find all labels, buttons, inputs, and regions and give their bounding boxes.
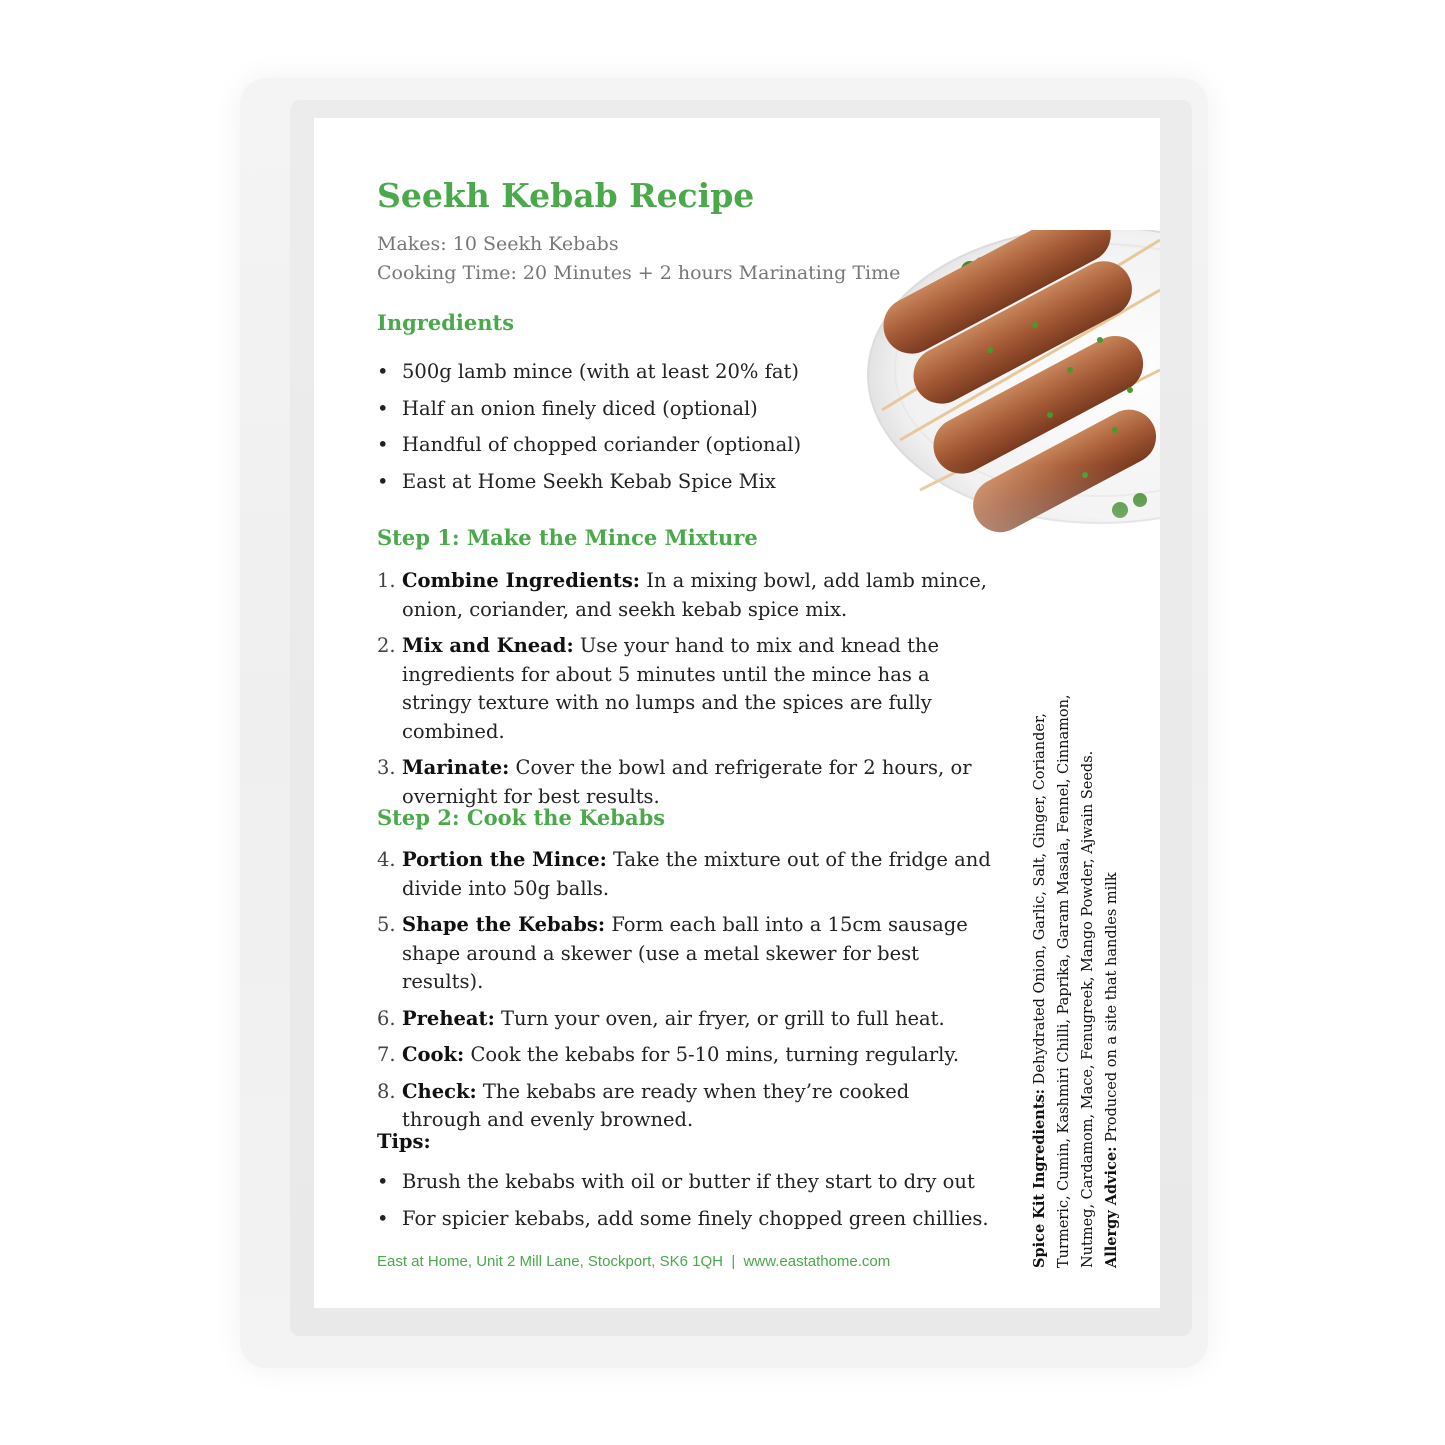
tips-list: [377, 1163, 989, 1237]
step1-list: [377, 567, 992, 819]
ingredients-list: [377, 354, 801, 500]
step-item: 1. Combine Ingredients: In a mixing bowl, add lamb mince, onion, coriander, and seekh kebab spice mix.: [377, 569, 988, 621]
tip-item: • For spicier kebabs, add some finely chopped green chillies.: [377, 1200, 989, 1237]
step-item: 5. Shape the Kebabs: Form each ball into a 15cm sausage shape around a skewer (use a metal skewer for best results).: [377, 913, 968, 993]
ingredient-item: • Handful of chopped coriander (optional): [377, 427, 801, 464]
step1-heading: Step 1: Make the Mince Mixture: [377, 525, 758, 550]
ingredients-heading: Ingredients: [377, 310, 515, 335]
step-item: 6. Preheat: Turn your oven, air fryer, or grill to full heat.: [377, 1006, 945, 1030]
company-footer: East at Home, Unit 2 Mill Lane, Stockport, SK6 1QH | www.eastathome.com: [377, 1253, 891, 1270]
bullet-icon: •: [377, 433, 389, 456]
bullet-icon: •: [377, 396, 389, 420]
spice-ingredients-line1: Spice Kit Ingredients: Dehydrated Onion, Garlic, Salt, Ginger, Coriander,: [1031, 713, 1048, 1268]
recipe-meta: [377, 230, 900, 288]
bullet-icon: •: [377, 469, 389, 493]
step-item: 8. Check: The kebabs are ready when they’re cooked through and evenly browned.: [377, 1079, 910, 1131]
ingredient-item: • East at Home Seekh Kebab Spice Mix: [377, 464, 801, 501]
ingredient-item: • Half an onion finely diced (optional): [377, 391, 801, 428]
bullet-icon: •: [377, 1170, 389, 1193]
allergy-advice: Allergy Advice: Produced on a site that handles milk: [1103, 872, 1120, 1268]
tip-item: • Brush the kebabs with oil or butter if they start to dry out: [377, 1163, 989, 1200]
tips-heading: Tips:: [377, 1130, 431, 1153]
step-item: 4. Portion the Mince: Take the mixture out of the fridge and divide into 50g balls.: [377, 848, 991, 900]
makes-text: Makes: 10 Seekh Kebabs: [377, 233, 619, 255]
recipe-title: Seekh Kebab Recipe: [377, 176, 755, 215]
spice-ingredients-line2: Turmeric, Cumin, Kashmiri Chilli, Paprika, Garam Masala, Fennel, Cinnamon,: [1056, 694, 1072, 1268]
cooking-time-text: Cooking Time: 20 Minutes + 2 hours Marinating Time: [377, 262, 901, 284]
step2-list: [377, 846, 992, 1143]
step-item: 2. Mix and Knead: Use your hand to mix and knead the ingredients for about 5 minutes until the mince has a stringy texture with no lumps and the spices are fully combined.: [377, 634, 940, 743]
spice-ingredients-line3: Nutmeg, Cardamom, Mace, Fenugreek, Mango Powder, Ajwain Seeds.: [1080, 750, 1096, 1268]
step-item: 7. Cook: Cook the kebabs for 5-10 mins, turning regularly.: [377, 1043, 960, 1066]
bullet-icon: •: [377, 1207, 389, 1230]
spice-kit-sidebar: [1028, 694, 1124, 1268]
step-item: 3. Marinate: Cover the bowl and refrigerate for 2 hours, or overnight for best results.: [377, 756, 972, 808]
bullet-icon: •: [377, 360, 389, 383]
ingredient-item: • 500g lamb mince (with at least 20% fat): [377, 354, 801, 391]
recipe-card: [314, 118, 1160, 1308]
step2-heading: Step 2: Cook the Kebabs: [377, 805, 666, 830]
